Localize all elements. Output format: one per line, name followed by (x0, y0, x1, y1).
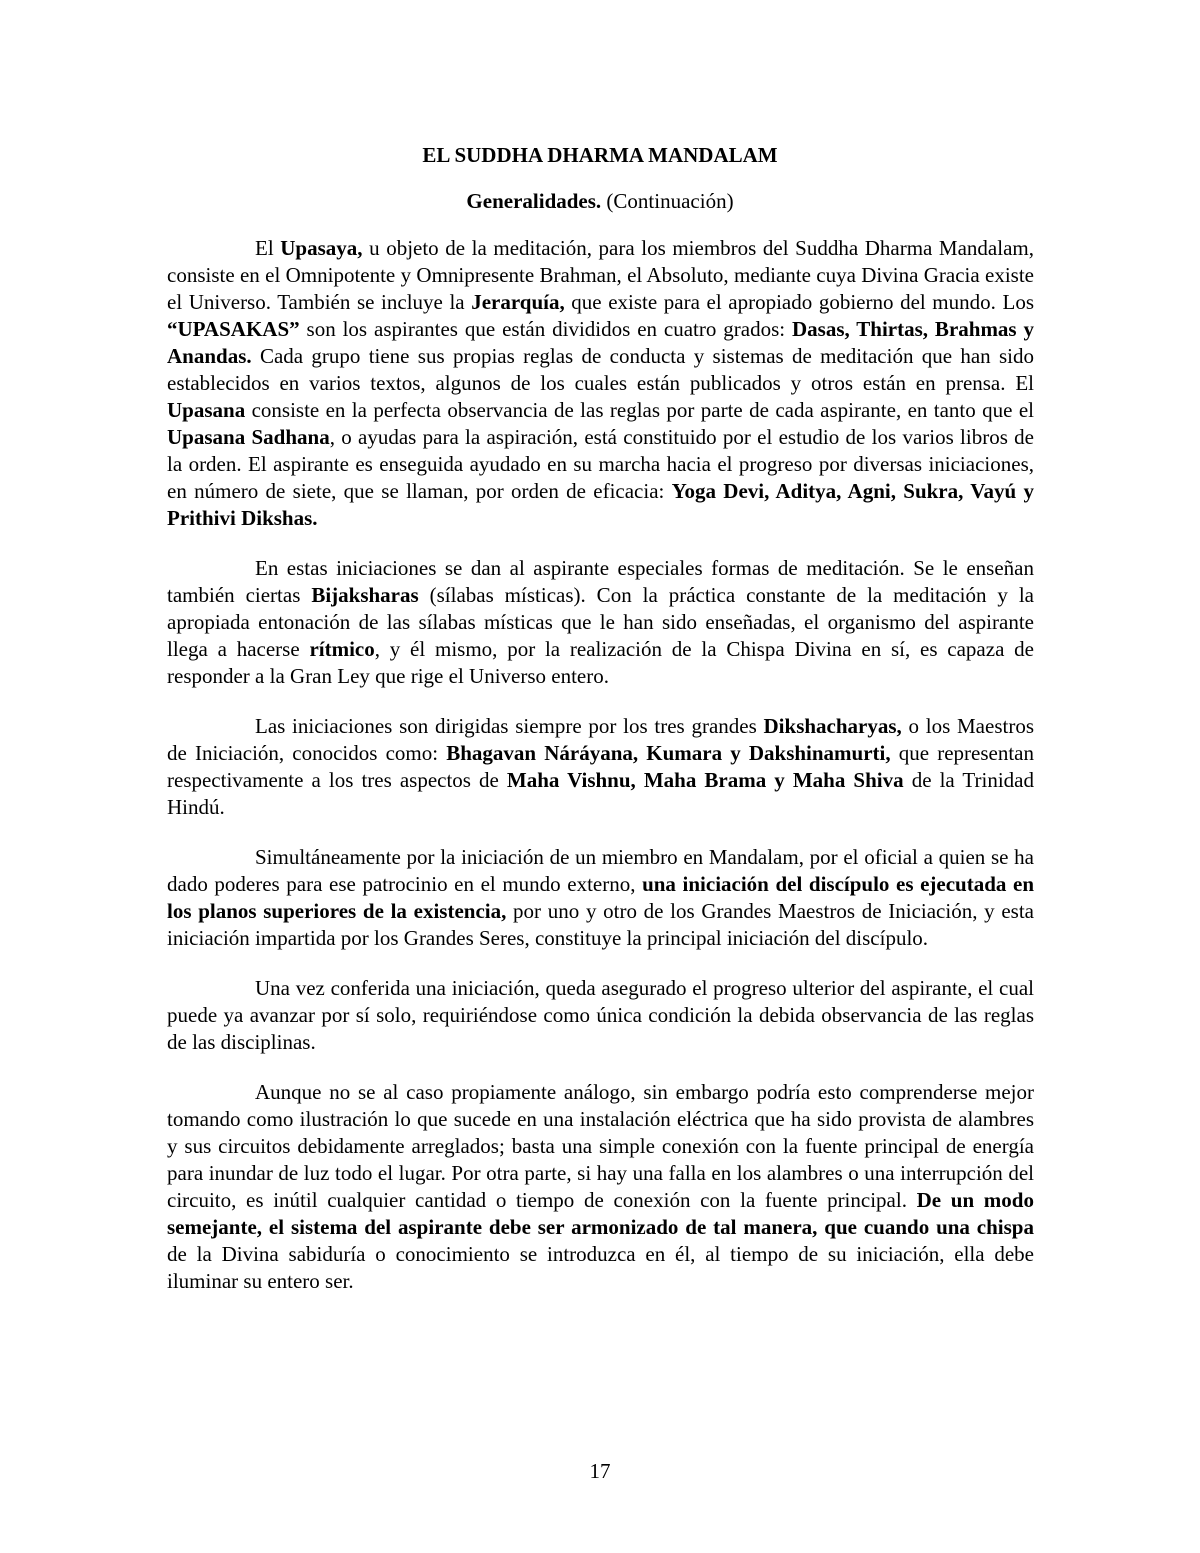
page-subtitle (0, 188, 1200, 214)
bold-text: “UPASAKAS” (167, 317, 300, 341)
text-run: Cada grupo tiene sus propias reglas de conducta y sistemas de meditación que han sido establecidos en varios textos, algunos de los cuales están publicados y otros están en prensa. El (167, 344, 1034, 395)
bold-text: Yoga Devi, Aditya, Agni, Sukra, Vayú y Prithivi Dikshas. (167, 479, 1034, 530)
bold-text: Bhagavan Náráyana, Kumara y Dakshinamurti, (446, 741, 891, 765)
text-run: que representan respectivamente a los tres aspectos de (167, 741, 1034, 792)
paragraph (167, 975, 1034, 1056)
text-run: Una vez conferida una iniciación, queda asegurado el progreso ulterior del aspirante, el cual puede ya avanzar por sí solo, requiriéndose como única condición la debida observancia de las reglas de las disciplinas. (167, 976, 1034, 1054)
subtitle-bold: Generalidades. (466, 189, 602, 213)
bold-text: rítmico (309, 637, 375, 661)
bold-text: Maha Vishnu, Maha Brama y Maha Shiva (506, 768, 904, 792)
bold-text: De un modo semejante, el sistema del aspirante debe ser armonizado de tal manera, que cuando una chispa (167, 1188, 1034, 1239)
bold-text: Dikshacharyas, (763, 714, 902, 738)
text-run: , o ayudas para la aspiración, está constituido por el estudio de los varios libros de la orden. El aspirante es enseguida ayudado en su marcha hacia el progreso por diversas iniciaciones, en número de siete, que se llaman, por orden de eficacia: (167, 425, 1034, 503)
text-run: son los aspirantes que están divididos en cuatro grados: (299, 317, 792, 341)
text-run: Las iniciaciones son dirigidas siempre por los tres grandes (255, 714, 764, 738)
bold-text: Upasana Sadhana (167, 425, 330, 449)
text-run: El (255, 236, 281, 260)
paragraph (167, 235, 1034, 532)
page-number: 17 (589, 1459, 611, 1483)
paragraph (167, 1079, 1034, 1295)
text-run: o los Maestros de Iniciación, conocidos como: (167, 714, 1034, 765)
text-run: consiste en la perfecta observancia de las reglas por parte de cada aspirante, en tanto que el (245, 398, 1034, 422)
bold-text: Upasana (167, 398, 246, 422)
subtitle-rest: (Continuación) (601, 189, 734, 213)
text-run: por uno y otro de los Grandes Maestros de Iniciación, y esta iniciación impartida por los Grandes Seres, constituye la principal iniciación del discípulo. (167, 899, 1034, 950)
text-run: que existe para el apropiado gobierno del mundo. Los (564, 290, 1034, 314)
bold-text: Upasaya, (280, 236, 363, 260)
bold-text: Dasas, Thirtas, Brahmas y Anandas. (167, 317, 1035, 368)
text-run: En estas iniciaciones se dan al aspirante especiales formas de meditación. Se le enseñan también ciertas (167, 556, 1034, 607)
paragraph (167, 844, 1034, 952)
text-run: u objeto de la meditación, para los miembros del Suddha Dharma Mandalam, consiste en el Omnipotente y Omnipresente Brahman, el Absoluto, mediante cuya Divina Gracia existe el Universo. También se incluye la (167, 236, 1034, 314)
text-run: Simultáneamente por la iniciación de un miembro en Mandalam, por el oficial a quien se ha dado poderes para ese patrocinio en el mundo externo, (167, 845, 1034, 896)
text-run: , y él mismo, por la realización de la Chispa Divina en sí, es capaza de responder a la Gran Ley que rige el Universo entero. (167, 637, 1034, 688)
bold-text: Bijaksharas (311, 583, 419, 607)
text-run: de la Trinidad Hindú. (167, 768, 1034, 819)
body-text (167, 235, 1034, 1318)
page-title: EL SUDDHA DHARMA MANDALAM (422, 143, 778, 167)
bold-text: Jerarquía, (471, 290, 565, 314)
text-run: (sílabas místicas). Con la práctica constante de la meditación y la apropiada entonación de las sílabas místicas que le han sido enseñadas, el organismo del aspirante llega a hacerse (167, 583, 1034, 661)
paragraph (167, 713, 1034, 821)
bold-text: una iniciación del discípulo es ejecutada en los planos superiores de la existencia, (167, 872, 1034, 923)
text-run: de la Divina sabiduría o conocimiento se introduzca en él, al tiempo de su iniciación, ella debe iluminar su entero ser. (167, 1242, 1034, 1293)
text-run: Aunque no se al caso propiamente análogo, sin embargo podría esto comprenderse mejor tomando como ilustración lo que sucede en una instalación eléctrica que ha sido provista de alambres y sus circuitos debidamente arreglados; basta una simple conexión con la fuente principal de energía para inundar de luz todo el lugar. Por otra parte, si hay una falla en los alambres o una interrupción del circuito, es inútil cualquier cantidad o tiempo de conexión con la fuente principal. (167, 1080, 1034, 1212)
paragraph (167, 555, 1034, 690)
